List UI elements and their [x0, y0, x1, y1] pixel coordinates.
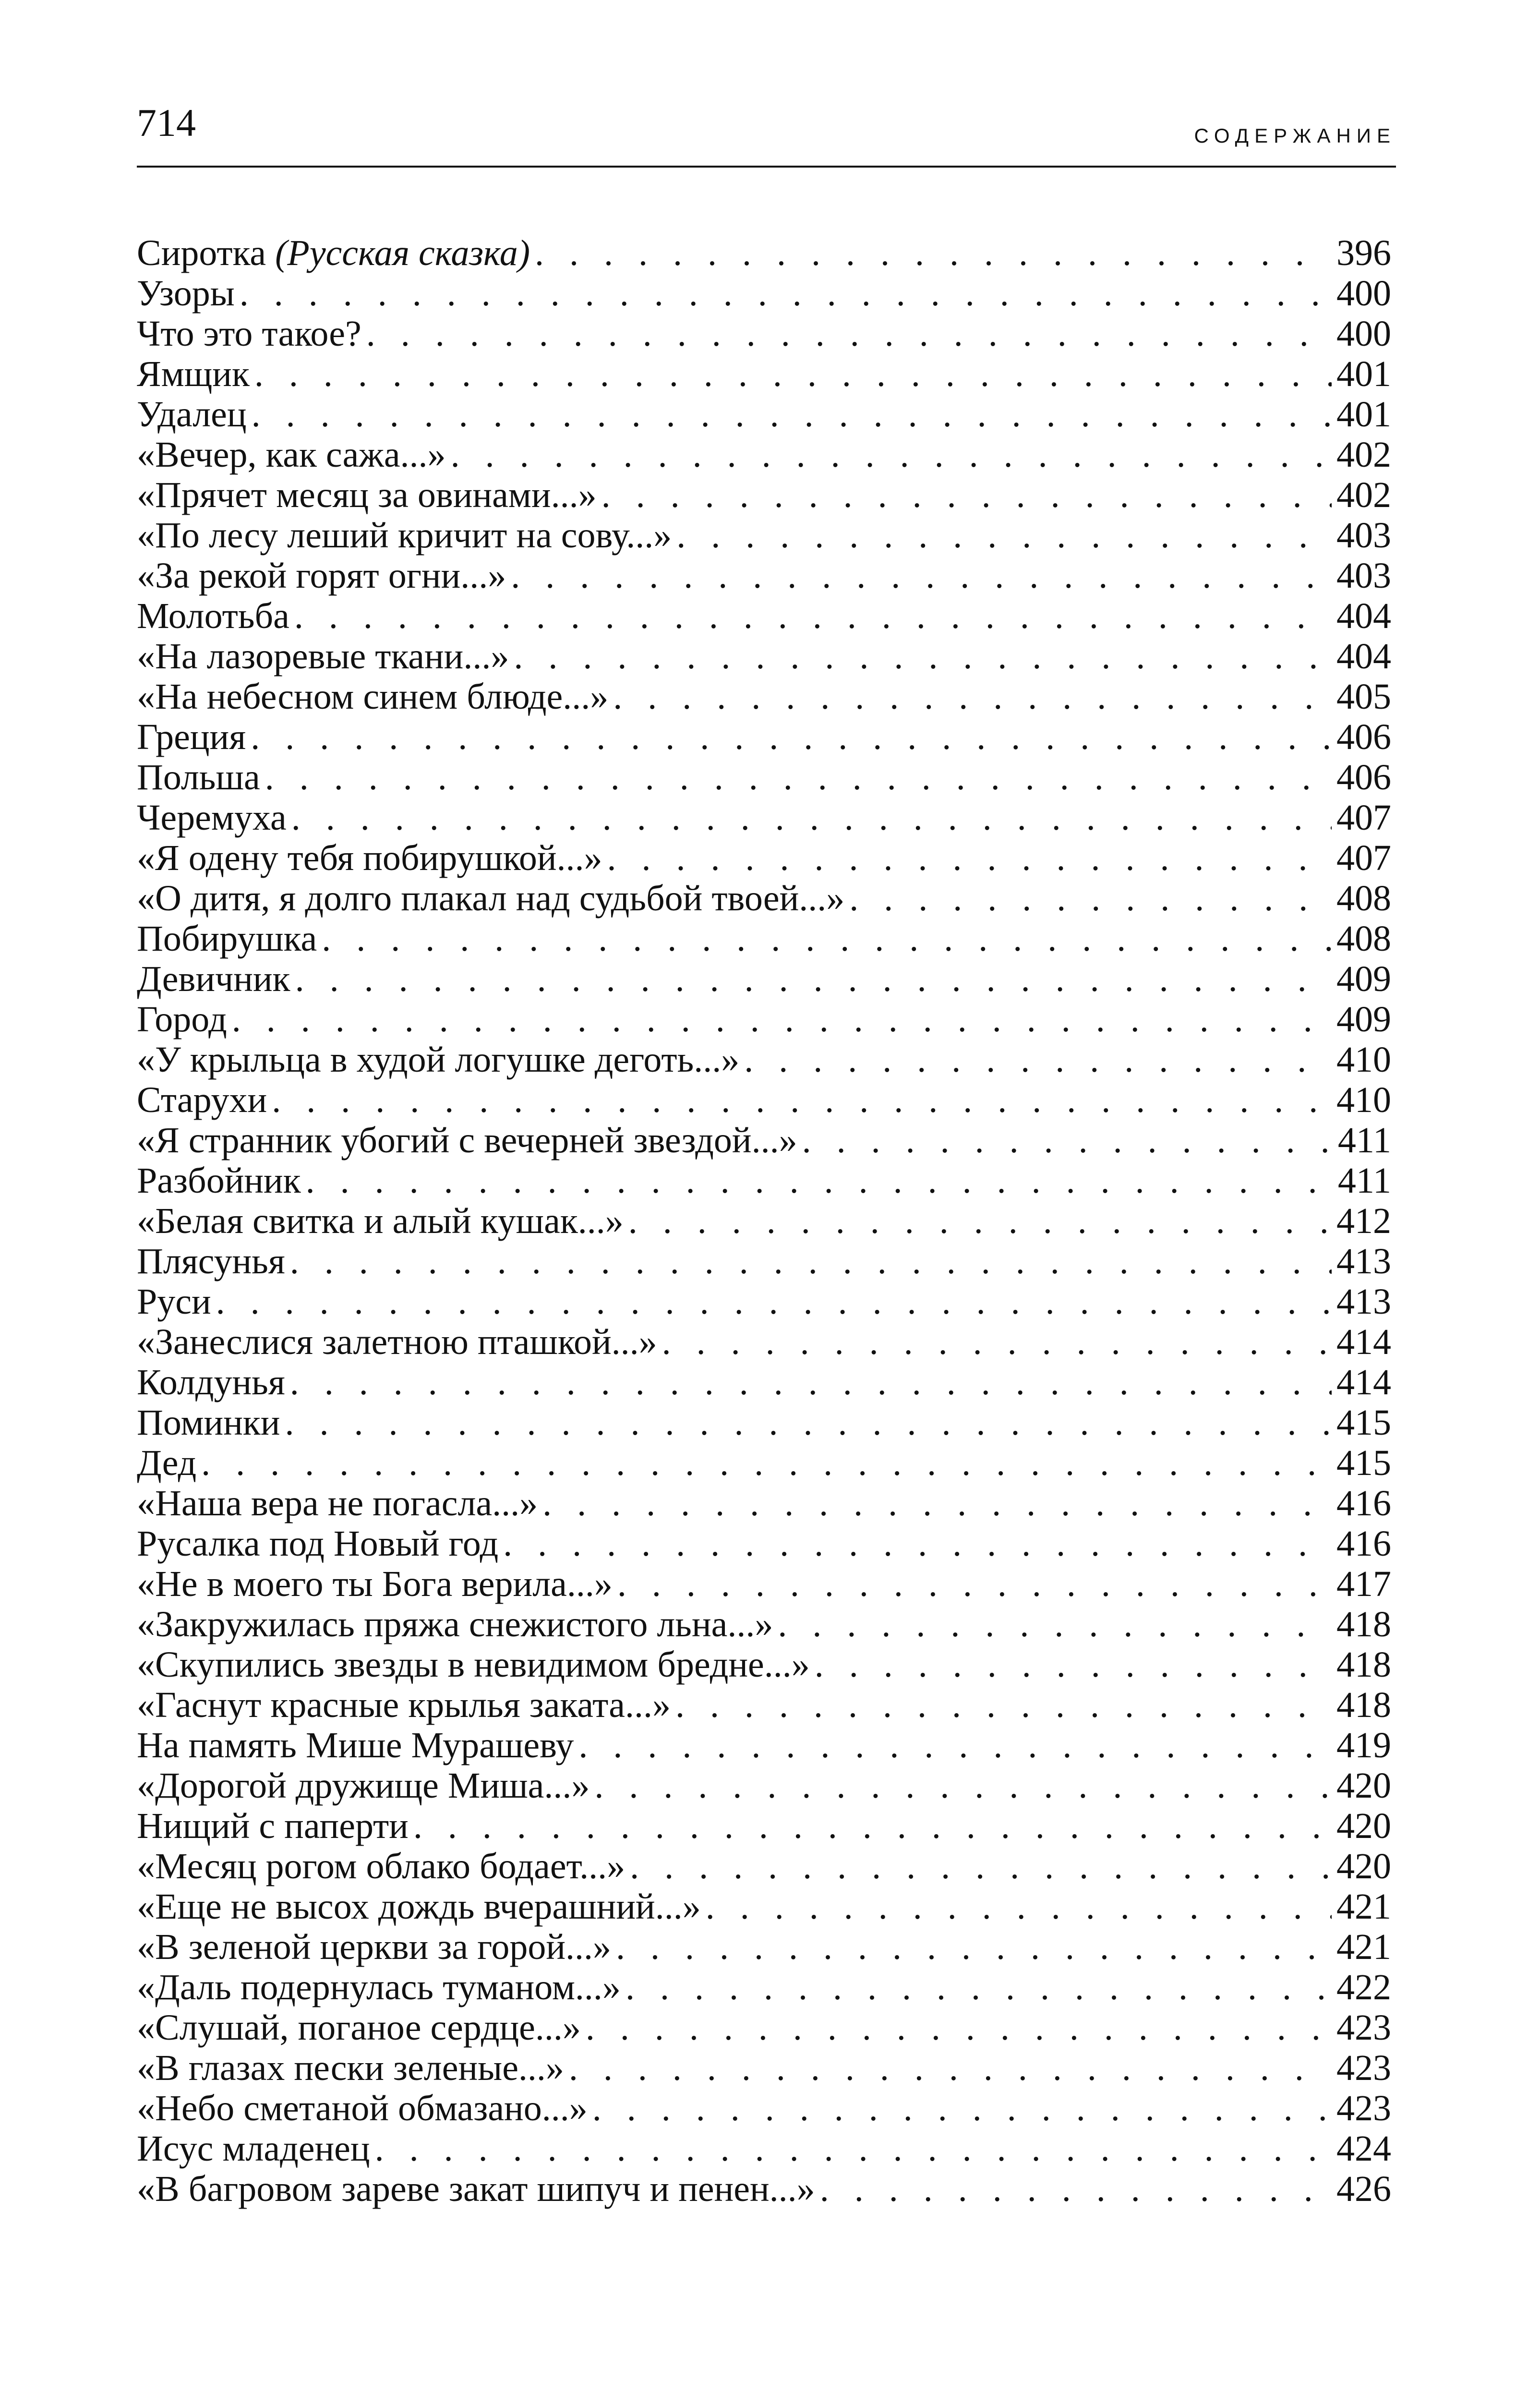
entry-title: [137, 1806, 409, 1846]
entry-page-number: 400: [1336, 273, 1391, 314]
entry-title: [137, 1281, 211, 1322]
entry-title: [137, 919, 317, 959]
entry-title-text: «Слушай, поганое сердце...»: [137, 2007, 581, 2048]
entry-title-text: Город: [137, 999, 227, 1039]
toc-entry: [137, 919, 1391, 959]
toc-entry: [137, 2088, 1391, 2128]
entry-page-number: 404: [1336, 596, 1391, 636]
entry-title-text: «Дорогой дружище Миша...»: [137, 1765, 590, 1806]
toc-entry: [137, 394, 1391, 435]
entry-title-text: «Гаснут красные крылья заката...»: [137, 1685, 671, 1725]
entry-page-number: 409: [1336, 999, 1391, 1039]
entry-title-text: «Вечер, как сажа...»: [137, 435, 446, 475]
dot-leader: [322, 919, 1332, 959]
entry-title: [137, 1523, 498, 1564]
toc-entry: [137, 1443, 1391, 1483]
entry-title-text: «Даль подернулась туманом...»: [137, 1967, 621, 2007]
dot-leader: [290, 1362, 1332, 1402]
entry-title: [137, 1039, 739, 1080]
entry-title-text: Русалка под Новый год: [137, 1523, 499, 1564]
entry-title: [137, 717, 246, 757]
dot-leader: [306, 1160, 1333, 1201]
dot-leader: [569, 2048, 1332, 2088]
entry-title-text: Исус младенец: [137, 2128, 370, 2169]
entry-page-number: 418: [1336, 1604, 1391, 1644]
entry-title: [137, 999, 227, 1039]
entry-title: [137, 1967, 621, 2007]
entry-title-text: «Небо сметаной обмазано...»: [137, 2088, 588, 2128]
entry-page-number: 426: [1336, 2169, 1391, 2209]
entry-title: [137, 394, 247, 435]
dot-leader: [295, 959, 1332, 999]
entry-title-text: Греция: [137, 717, 246, 757]
toc-entry: [137, 878, 1391, 919]
entry-page-number: 417: [1336, 1564, 1391, 1604]
dot-leader: [602, 475, 1332, 515]
entry-title: [137, 354, 250, 394]
dot-leader: [607, 838, 1332, 878]
toc-entry: [137, 1886, 1391, 1927]
entry-page-number: 403: [1336, 515, 1391, 556]
entry-page-number: 424: [1336, 2128, 1391, 2169]
toc-entry: [137, 596, 1391, 636]
entry-page-number: 415: [1336, 1443, 1391, 1483]
dot-leader: [265, 757, 1332, 798]
dot-leader: [375, 2128, 1332, 2169]
toc-entry: [137, 1080, 1391, 1120]
entry-title-text: «По лесу леший кричит на сову...»: [137, 515, 672, 556]
entry-title: [137, 1564, 613, 1604]
toc-entry: [137, 1241, 1391, 1281]
entry-title: [137, 1483, 538, 1523]
entry-title-text: «Закружилась пряжа снежистого льна...»: [137, 1604, 773, 1644]
entry-title: [137, 596, 289, 636]
dot-leader: [616, 1927, 1332, 1967]
entry-title-text: Плясунья: [137, 1241, 285, 1281]
entry-page-number: 421: [1336, 1927, 1391, 1967]
dot-leader: [778, 1604, 1332, 1644]
toc-entry: [137, 1564, 1391, 1604]
dot-leader: [675, 1685, 1332, 1725]
entry-title: [137, 1241, 285, 1281]
toc-entry: [137, 556, 1391, 596]
entry-title: [137, 1644, 810, 1685]
dot-leader: [366, 314, 1332, 354]
entry-title: [137, 1443, 196, 1483]
toc-entry: [137, 798, 1391, 838]
entry-title: [137, 838, 602, 878]
dot-leader: [201, 1443, 1332, 1483]
entry-title: [137, 1604, 773, 1644]
dot-leader: [613, 677, 1332, 717]
dot-leader: [503, 1523, 1332, 1564]
toc-entry: [137, 2007, 1391, 2048]
toc-entry: [137, 757, 1391, 798]
toc-entry: [137, 717, 1391, 757]
toc-entry: [137, 2048, 1391, 2088]
entry-title-text: «В глазах пески зеленые...»: [137, 2048, 564, 2088]
entry-title-text: «За рекой горят огни...»: [137, 556, 506, 596]
toc-entry: [137, 1765, 1391, 1806]
entry-title: [137, 1846, 625, 1886]
toc-entry: [137, 2169, 1391, 2209]
toc-entry: [137, 999, 1391, 1039]
entry-title: [137, 1201, 624, 1241]
entry-title-text: Старухи: [137, 1080, 267, 1120]
dot-leader: [744, 1039, 1332, 1080]
entry-title: [137, 2169, 815, 2209]
entry-page-number: 409: [1336, 959, 1391, 999]
entry-page-number: 406: [1336, 757, 1391, 798]
entry-title: [137, 636, 509, 677]
entry-title: [137, 515, 672, 556]
entry-page-number: 400: [1336, 314, 1391, 354]
toc-entry: [137, 1967, 1391, 2007]
toc-entry: [137, 1725, 1391, 1765]
entry-title: [137, 2007, 581, 2048]
dot-leader: [802, 1120, 1333, 1160]
entry-page-number: 410: [1336, 1039, 1391, 1080]
dot-leader: [630, 1846, 1332, 1886]
entry-title-text: Польша: [137, 757, 260, 798]
table-of-contents: [137, 233, 1391, 2209]
toc-entry: [137, 1685, 1391, 1725]
entry-page-number: 402: [1336, 475, 1391, 515]
entry-page-number: 407: [1336, 798, 1391, 838]
dot-leader: [578, 1725, 1332, 1765]
header-rule: [137, 166, 1396, 168]
entry-page-number: 401: [1336, 394, 1391, 435]
entry-title: [137, 2128, 370, 2169]
dot-leader: [594, 1765, 1332, 1806]
toc-entry: [137, 1201, 1391, 1241]
dot-leader: [252, 394, 1332, 435]
entry-title: [137, 798, 287, 838]
entry-title-text: «О дитя, я долго плакал над судьбой твоей...»: [137, 878, 845, 919]
entry-title-text: Разбойник: [137, 1160, 301, 1201]
dot-leader: [294, 596, 1332, 636]
entry-page-number: 406: [1336, 717, 1391, 757]
entry-title: [137, 1160, 301, 1201]
toc-entry: [137, 435, 1391, 475]
entry-title-text: «На лазоревые ткани...»: [137, 636, 509, 677]
dot-leader: [617, 1564, 1332, 1604]
entry-page-number: 396: [1336, 233, 1391, 273]
entry-title-text: Нищий с паперти: [137, 1806, 409, 1846]
entry-page-number: 416: [1336, 1523, 1391, 1564]
entry-title-text: Руси: [137, 1281, 211, 1322]
toc-entry: [137, 515, 1391, 556]
entry-page-number: 423: [1336, 2007, 1391, 2048]
dot-leader: [586, 2007, 1332, 2048]
entry-title: [137, 2088, 588, 2128]
dot-leader: [514, 636, 1332, 677]
entry-title: [137, 273, 235, 314]
dot-leader: [240, 273, 1332, 314]
dot-leader: [662, 1322, 1332, 1362]
dot-leader: [232, 999, 1332, 1039]
toc-entry: [137, 1644, 1391, 1685]
entry-page-number: 421: [1336, 1886, 1391, 1927]
entry-title: [137, 1402, 280, 1443]
entry-title: [137, 2048, 564, 2088]
dot-leader: [849, 878, 1332, 919]
entry-title: [137, 435, 446, 475]
toc-entry: [137, 959, 1391, 999]
toc-entry: [137, 2128, 1391, 2169]
entry-page-number: 410: [1336, 1080, 1391, 1120]
dot-leader: [542, 1483, 1332, 1523]
entry-title: [137, 1120, 797, 1160]
entry-title-text: «Скупились звезды в невидимом бредне...»: [137, 1644, 810, 1685]
entry-title-text: Черемуха: [137, 798, 287, 838]
entry-title-text: Ямщик: [137, 354, 250, 394]
entry-page-number: 423: [1336, 2048, 1391, 2088]
entry-title: [137, 1080, 267, 1120]
dot-leader: [251, 717, 1332, 757]
toc-entry: [137, 1362, 1391, 1402]
entry-title-text: Дед: [137, 1443, 197, 1483]
toc-entry: [137, 233, 1391, 273]
entry-page-number: 416: [1336, 1483, 1391, 1523]
entry-page-number: 411: [1337, 1120, 1391, 1160]
entry-title-text: «Наша вера не погасла...»: [137, 1483, 538, 1523]
toc-entry: [137, 1604, 1391, 1644]
dot-leader: [272, 1080, 1332, 1120]
dot-leader: [820, 2169, 1332, 2209]
entry-title-text: Колдунья: [137, 1362, 285, 1402]
entry-title-text: «Белая свитка и алый кушак...»: [137, 1201, 624, 1241]
entry-title: [137, 1927, 611, 1967]
entry-title-text: «В зеленой церкви за горой...»: [137, 1927, 612, 1967]
toc-entry: [137, 1927, 1391, 1967]
toc-entry: [137, 1402, 1391, 1443]
toc-entry: [137, 1322, 1391, 1362]
toc-entry: [137, 636, 1391, 677]
entry-title-text: «Еще не высох дождь вчерашний...»: [137, 1886, 701, 1927]
entry-page-number: 408: [1336, 878, 1391, 919]
entry-title-text: Побирушка: [137, 919, 317, 959]
entry-title: [137, 959, 290, 999]
entry-title: [137, 556, 506, 596]
entry-title-text: «Прячет месяц за овинами...»: [137, 475, 597, 515]
toc-entry: [137, 1039, 1391, 1080]
dot-leader: [592, 2088, 1332, 2128]
entry-page-number: 418: [1336, 1644, 1391, 1685]
dot-leader: [413, 1806, 1332, 1846]
entry-page-number: 419: [1336, 1725, 1391, 1765]
entry-title: [137, 757, 260, 798]
entry-title-text: «Я одену тебя побирушкой...»: [137, 838, 602, 878]
entry-page-number: 412: [1336, 1201, 1391, 1241]
dot-leader: [451, 435, 1332, 475]
entry-title: [137, 1886, 701, 1927]
entry-title-text: Молотьба: [137, 596, 289, 636]
toc-entry: [137, 1483, 1391, 1523]
dot-leader: [628, 1201, 1332, 1241]
entry-title-text: «Занеслися залетною пташкой...»: [137, 1322, 657, 1362]
dot-leader: [216, 1281, 1332, 1322]
entry-title: [137, 878, 844, 919]
toc-entry: [137, 1120, 1391, 1160]
entry-title: [137, 475, 597, 515]
entry-title: [137, 1765, 590, 1806]
entry-subtitle: (Русская сказка): [275, 233, 530, 273]
entry-page-number: 414: [1336, 1322, 1391, 1362]
entry-title: [137, 314, 361, 354]
entry-page-number: 413: [1336, 1281, 1391, 1322]
entry-title-text: Удалец: [137, 394, 247, 435]
toc-entry: [137, 1806, 1391, 1846]
entry-title: [137, 233, 530, 273]
entry-title: [137, 677, 608, 717]
entry-page-number: 407: [1336, 838, 1391, 878]
entry-title-text: Поминки: [137, 1402, 280, 1443]
dot-leader: [626, 1967, 1332, 2007]
entry-title-text: «На небесном синем блюде...»: [137, 677, 609, 717]
entry-title: [137, 1685, 671, 1725]
running-head: СОДЕРЖАНИЕ: [1194, 124, 1396, 147]
entry-title: [137, 1725, 574, 1765]
dot-leader: [290, 1241, 1332, 1281]
dot-leader: [254, 354, 1332, 394]
toc-entry: [137, 1846, 1391, 1886]
entry-page-number: 418: [1336, 1685, 1391, 1725]
entry-title: [137, 1322, 657, 1362]
toc-entry: [137, 1523, 1391, 1564]
entry-page-number: 420: [1336, 1765, 1391, 1806]
toc-entry: [137, 354, 1391, 394]
entry-page-number: 422: [1336, 1967, 1391, 2007]
entry-title-text: «Я странник убогий с вечерней звездой...»: [137, 1120, 797, 1160]
entry-page-number: 402: [1336, 435, 1391, 475]
entry-page-number: 415: [1336, 1402, 1391, 1443]
entry-page-number: 401: [1336, 354, 1391, 394]
dot-leader: [291, 798, 1332, 838]
entry-title-text: Что это такое?: [137, 314, 361, 354]
entry-page-number: 413: [1336, 1241, 1391, 1281]
entry-title-text: «У крыльца в худой логушке деготь...»: [137, 1039, 740, 1080]
dot-leader: [535, 233, 1332, 273]
entry-page-number: 411: [1337, 1160, 1391, 1201]
entry-page-number: 408: [1336, 919, 1391, 959]
entry-title-text: Узоры: [137, 273, 235, 314]
toc-entry: [137, 677, 1391, 717]
entry-title-text: «Не в моего ты Бога верила...»: [137, 1564, 613, 1604]
dot-leader: [815, 1644, 1332, 1685]
dot-leader: [285, 1402, 1332, 1443]
toc-entry: [137, 1281, 1391, 1322]
toc-entry: [137, 838, 1391, 878]
toc-entry: [137, 1160, 1391, 1201]
entry-title-text: «Месяц рогом облако бодает...»: [137, 1846, 626, 1886]
entry-title-text: Девичник: [137, 959, 290, 999]
entry-page-number: 420: [1336, 1806, 1391, 1846]
entry-title: [137, 1362, 285, 1402]
toc-entry: [137, 475, 1391, 515]
entry-page-number: 403: [1336, 556, 1391, 596]
entry-page-number: 404: [1336, 636, 1391, 677]
dot-leader: [706, 1886, 1332, 1927]
dot-leader: [676, 515, 1332, 556]
entry-title-text: «В багровом зареве закат шипуч и пенен...»: [137, 2169, 815, 2209]
toc-entry: [137, 314, 1391, 354]
entry-page-number: 405: [1336, 677, 1391, 717]
page-number: 714: [137, 101, 196, 145]
toc-entry: [137, 273, 1391, 314]
entry-title-text: Сиротка: [137, 233, 266, 273]
entry-page-number: 423: [1336, 2088, 1391, 2128]
entry-page-number: 414: [1336, 1362, 1391, 1402]
entry-page-number: 420: [1336, 1846, 1391, 1886]
dot-leader: [511, 556, 1332, 596]
entry-title-text: На память Мише Мурашеву: [137, 1725, 574, 1765]
